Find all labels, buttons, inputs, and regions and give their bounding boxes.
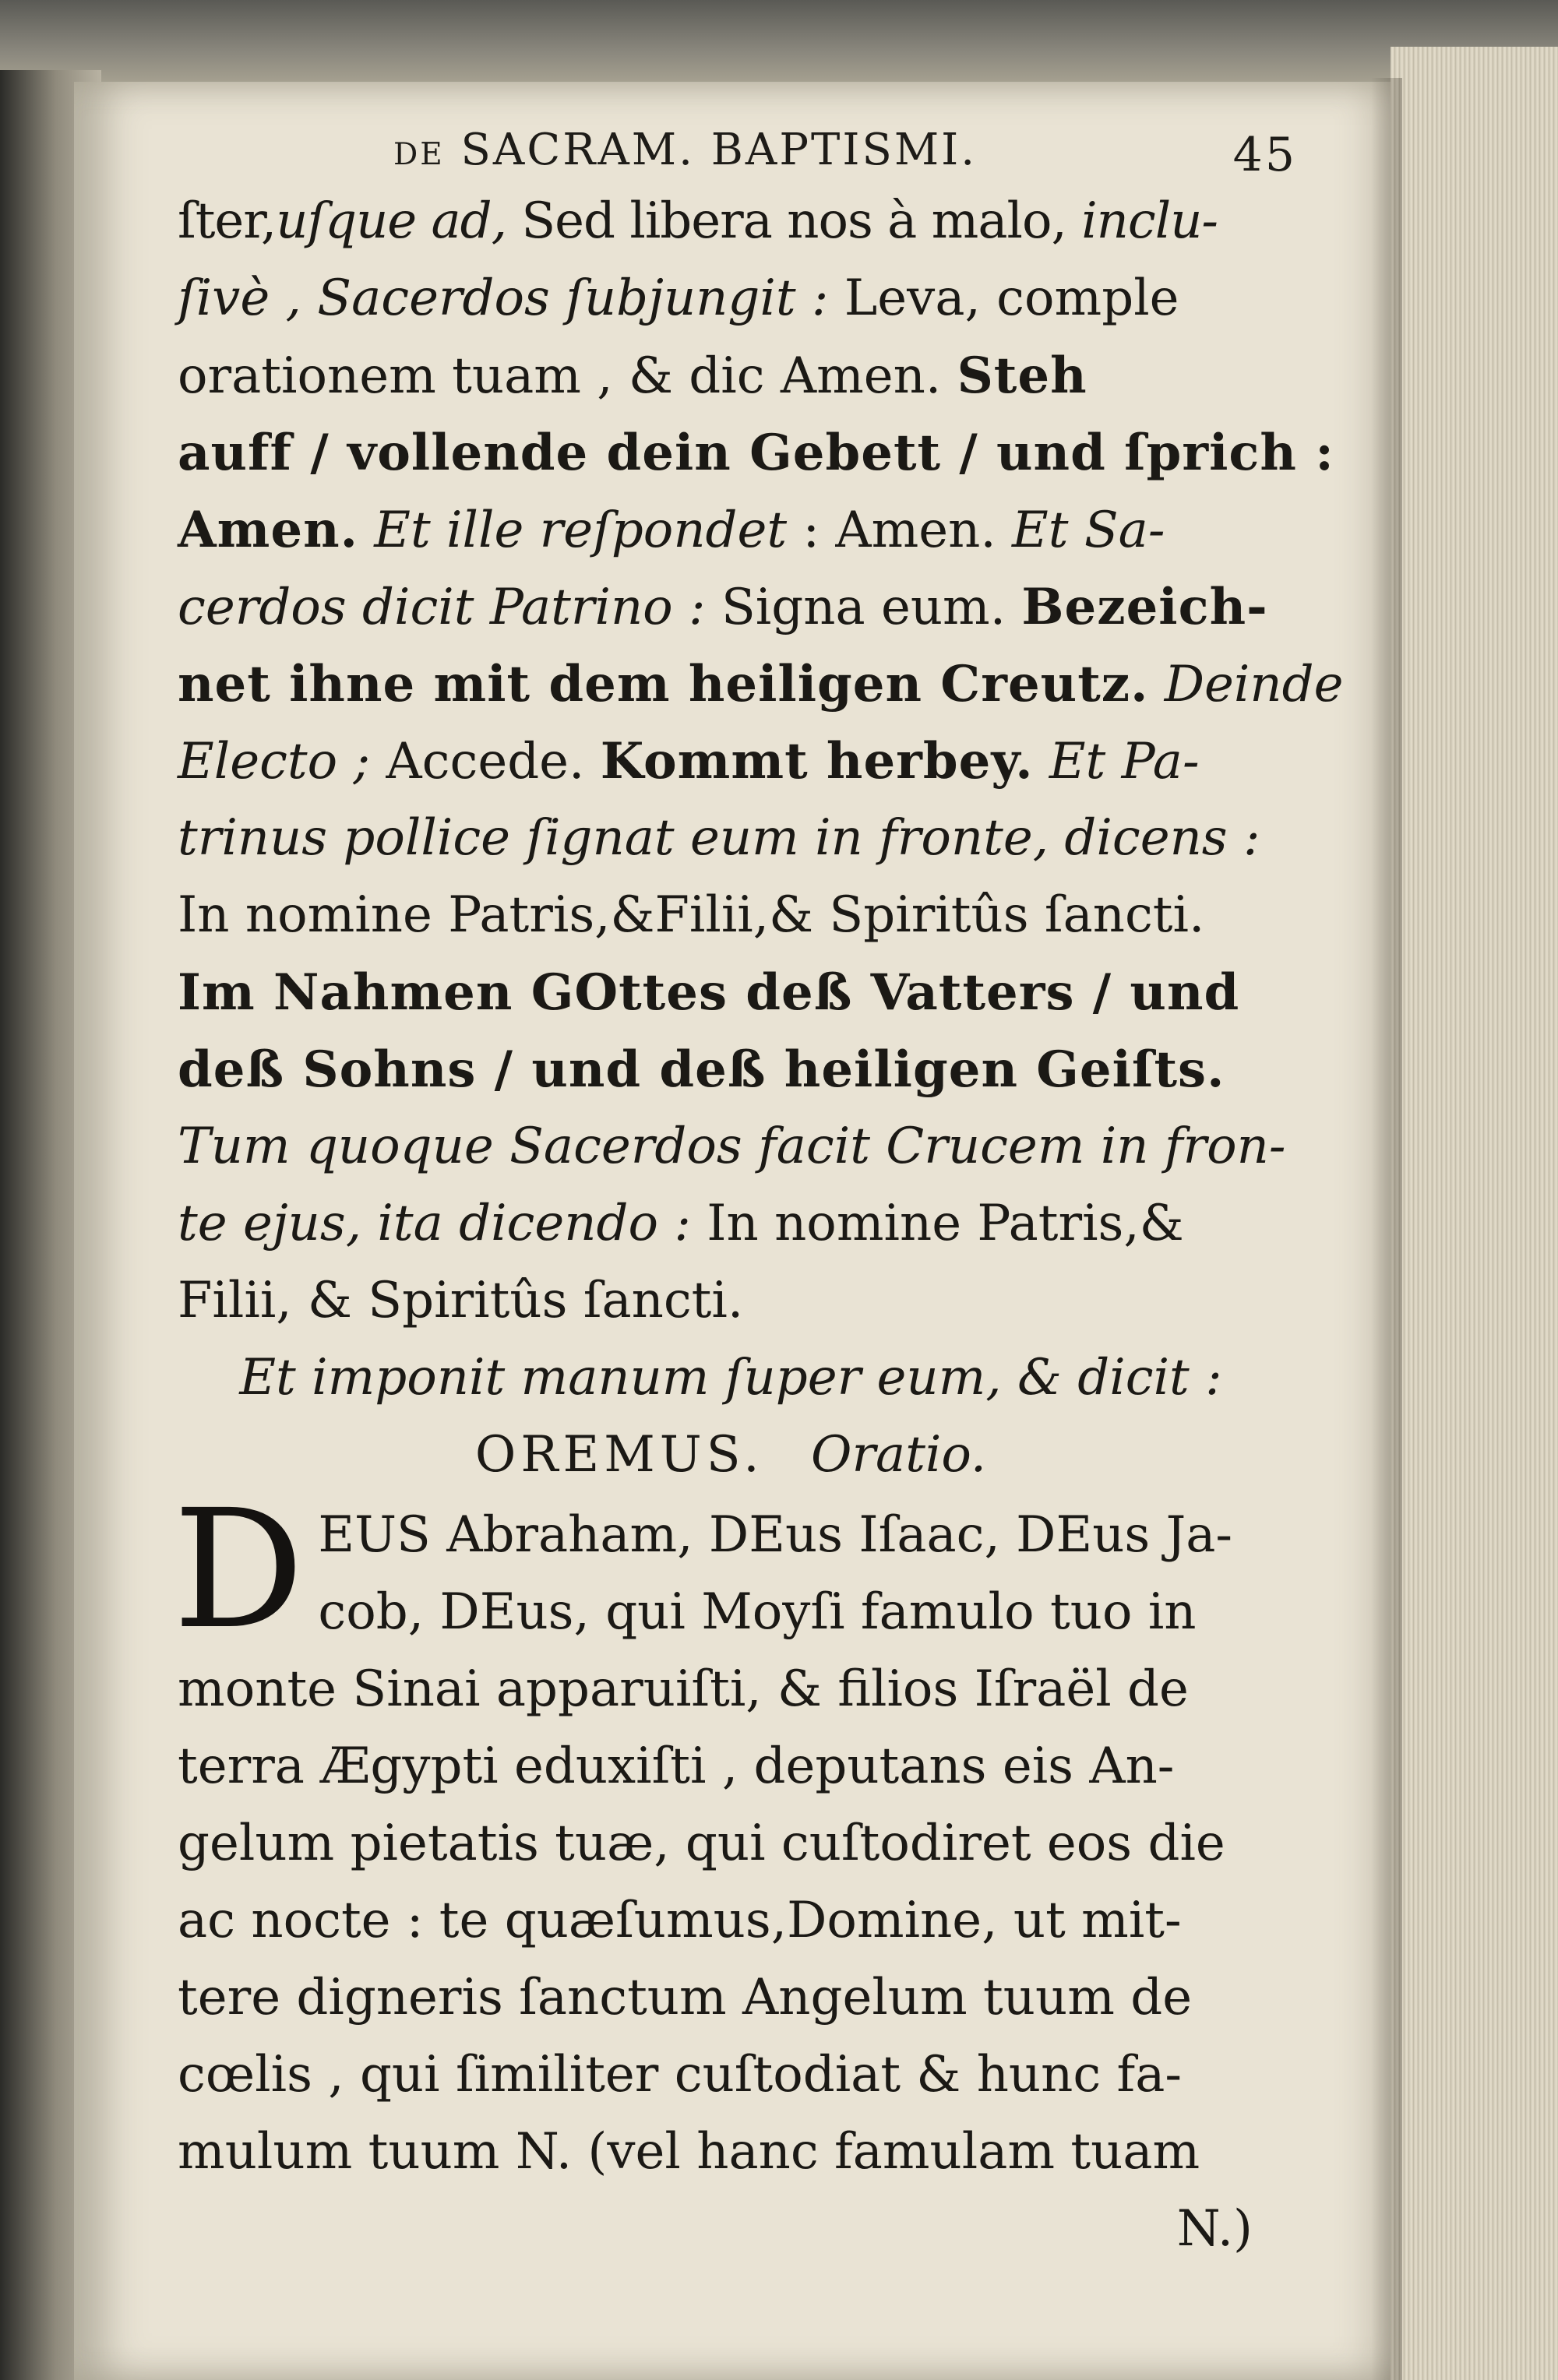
prayer-line: terra Ægypti eduxiſti , deputans eis An-	[178, 1737, 1175, 1795]
prayer-line: mulum tuum N. (vel hanc famulam tuam	[178, 2123, 1200, 2181]
catchword: N.)	[1176, 2200, 1253, 2258]
text-segment: cerdos dicit Patrino :	[178, 579, 706, 636]
text-segment: Amen.	[178, 501, 358, 559]
text-segment: Leva, comple	[828, 269, 1179, 327]
text-line: auff / vollende dein Gebett / und ſprich :	[178, 424, 1334, 482]
text-line	[178, 337, 1284, 414]
fore-edge-shadow	[1371, 78, 1402, 2380]
text-line	[178, 491, 1284, 569]
text-segment: Kommt herbey.	[600, 732, 1034, 790]
text-segment: Et ille reſpondet	[358, 502, 788, 559]
text-segment: Accede.	[370, 733, 601, 790]
text-segment: uſque ad,	[276, 192, 506, 250]
text-segment: Et Sa-	[1012, 502, 1165, 559]
rubric-line: Et imponit manum ſuper eum, & dicit :	[239, 1349, 1222, 1407]
prayer-block	[173, 1474, 1284, 2268]
running-title: de SACRAM. BAPTISMI.	[393, 125, 978, 175]
text-segment: orationem tuam , & dic Amen.	[178, 347, 957, 405]
text-line	[178, 646, 1344, 723]
text-line	[178, 183, 1284, 260]
page-text	[173, 183, 1344, 2268]
oremus-heading	[178, 1417, 1284, 1494]
oratio-label: Oratio.	[810, 1426, 987, 1484]
prayer-line: gelum pietatis tuæ, qui cuſtodiret eos die	[178, 1815, 1225, 1872]
drop-cap: D	[173, 1474, 305, 1665]
text-line: trinus pollice ſignat eum in fronte, dicens :	[178, 809, 1260, 867]
text-segment: Et Pa-	[1033, 733, 1200, 790]
text-segment: ſivè , Sacerdos ſubjungit :	[178, 269, 829, 327]
text-line	[178, 260, 1284, 337]
prayer-line: EUS Abraham, DEus Iſaac, DEus Ja-	[318, 1506, 1233, 1564]
text-line: Filii, & Spiritûs ſancti.	[178, 1272, 744, 1329]
page-fore-edge	[1391, 47, 1558, 2380]
page-number: 45	[1232, 128, 1297, 182]
prayer-line: monte Sinai apparuiſti, & filios Iſraël de	[178, 1660, 1189, 1718]
prayer-line: cob, DEus, qui Moyſi famulo tuo in	[318, 1583, 1197, 1641]
text-segment: inclu-	[1081, 192, 1218, 250]
text-segment: : Amen.	[787, 502, 1013, 559]
text-line: In nomine Patris,&Filii,& Spiritûs ſancti.	[178, 886, 1205, 944]
text-segment: Steh	[957, 347, 1087, 405]
text-segment: In nomine Patris,&	[690, 1195, 1184, 1252]
text-line: deß Sohns / und deß heiligen Geiſts.	[178, 1040, 1225, 1099]
text-segment: Deinde	[1148, 656, 1344, 713]
prayer-line: tere digneris ſanctum Angelum tuum de	[178, 1969, 1193, 2026]
text-segment: Signa eum.	[705, 579, 1022, 636]
prayer-line: cœlis , qui ſimiliter cuſtodiat & hunc fa-	[178, 2046, 1182, 2104]
text-line	[178, 569, 1284, 646]
book-top-edge	[0, 0, 1558, 86]
text-line: Im Nahmen GOttes deß Vatters / und	[178, 963, 1240, 1022]
oremus-label: OREMUS.	[474, 1426, 764, 1484]
text-segment: ſter,	[178, 192, 277, 250]
text-line	[178, 723, 1284, 800]
prayer-line: ac nocte : te quæſumus,Domine, ut mit-	[178, 1892, 1182, 1949]
text-segment: te ejus, ita dicendo :	[178, 1195, 691, 1252]
text-line: Tum quoque Sacerdos facit Crucem in fron-	[178, 1118, 1286, 1175]
text-segment: Bezeich-	[1021, 578, 1268, 636]
text-line	[178, 1185, 1284, 1262]
text-segment: net ihne mit dem heiligen Creutz.	[178, 655, 1149, 713]
text-segment: Electo ;	[178, 733, 371, 790]
text-segment: Sed libera nos à malo,	[506, 192, 1082, 250]
running-header	[393, 117, 1297, 187]
